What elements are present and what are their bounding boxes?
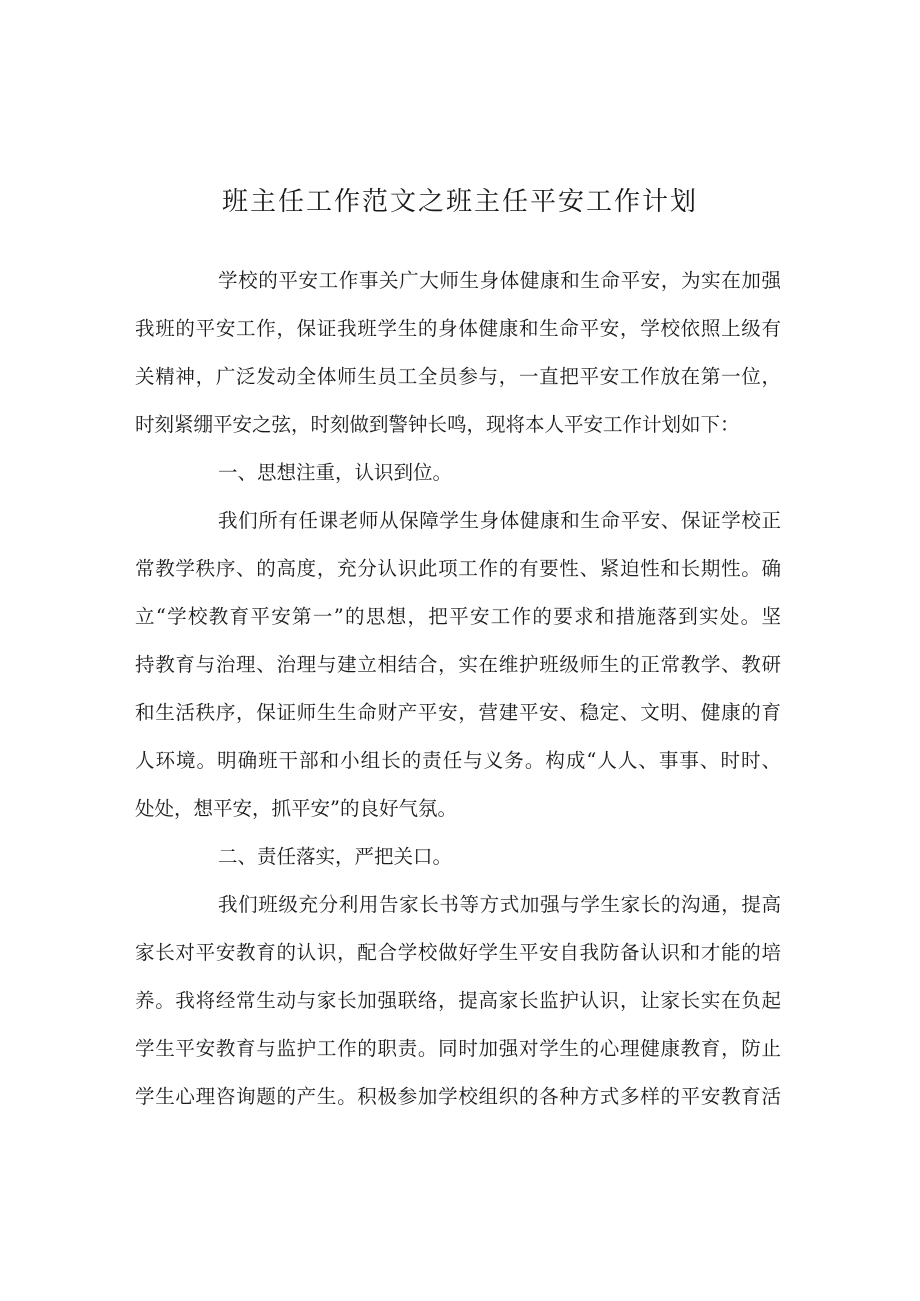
body-line-2: 我班的平安工作，保证我班学生的身体健康和生命平安，学校依照上级有 bbox=[135, 317, 781, 340]
body-line-10: 人环境。明确班干部和小组长的责任与义务。构成“人人、事事、时时、 bbox=[135, 749, 781, 772]
body-line-7: 立“学校教育平安第一”的思想，把平安工作的要求和措施落到实处。坚 bbox=[135, 605, 781, 628]
body-line-11: 处处，想平安，抓平安”的良好气氛。 bbox=[135, 797, 457, 820]
body-line-14: 养。我将经常生动与家长加强联络，提高家长监护认识，让家长实在负起 bbox=[135, 989, 781, 1012]
section-heading-2: 二、责任落实，严把关口。 bbox=[218, 845, 453, 868]
section-heading-1: 一、思想注重，认识到位。 bbox=[218, 461, 453, 484]
document-title: 班主任工作范文之班主任平安工作计划 bbox=[221, 187, 698, 217]
body-line-1: 学校的平安工作事关广大师生身体健康和生命平安，为实在加强 bbox=[218, 269, 781, 292]
body-line-3: 关精神，广泛发动全体师生员工全员参与，一直把平安工作放在第一位， bbox=[135, 365, 781, 388]
body-line-9: 和生活秩序，保证师生生命财产平安，营建平安、稳定、文明、健康的育 bbox=[135, 701, 781, 724]
body-line-5: 我们所有任课老师从保障学生身体健康和生命平安、保证学校正 bbox=[218, 509, 781, 532]
body-line-8: 持教育与治理、治理与建立相结合，实在维护班级师生的正常教学、教研 bbox=[135, 653, 781, 676]
body-line-12: 我们班级充分利用告家长书等方式加强与学生家长的沟通，提高 bbox=[218, 893, 781, 916]
body-line-13: 家长对平安教育的认识，配合学校做好学生平安自我防备认识和才能的培 bbox=[135, 941, 781, 964]
body-line-16: 学生心理咨询题的产生。积极参加学校组织的各种方式多样的平安教育活 bbox=[135, 1085, 781, 1108]
body-line-4: 时刻紧绷平安之弦，时刻做到警钟长鸣，现将本人平安工作计划如下： bbox=[135, 413, 740, 436]
body-line-6: 常教学秩序、的高度，充分认识此项工作的有要性、紧迫性和长期性。确 bbox=[135, 557, 781, 580]
body-line-15: 学生平安教育与监护工作的职责。同时加强对学生的心理健康教育，防止 bbox=[135, 1037, 781, 1060]
